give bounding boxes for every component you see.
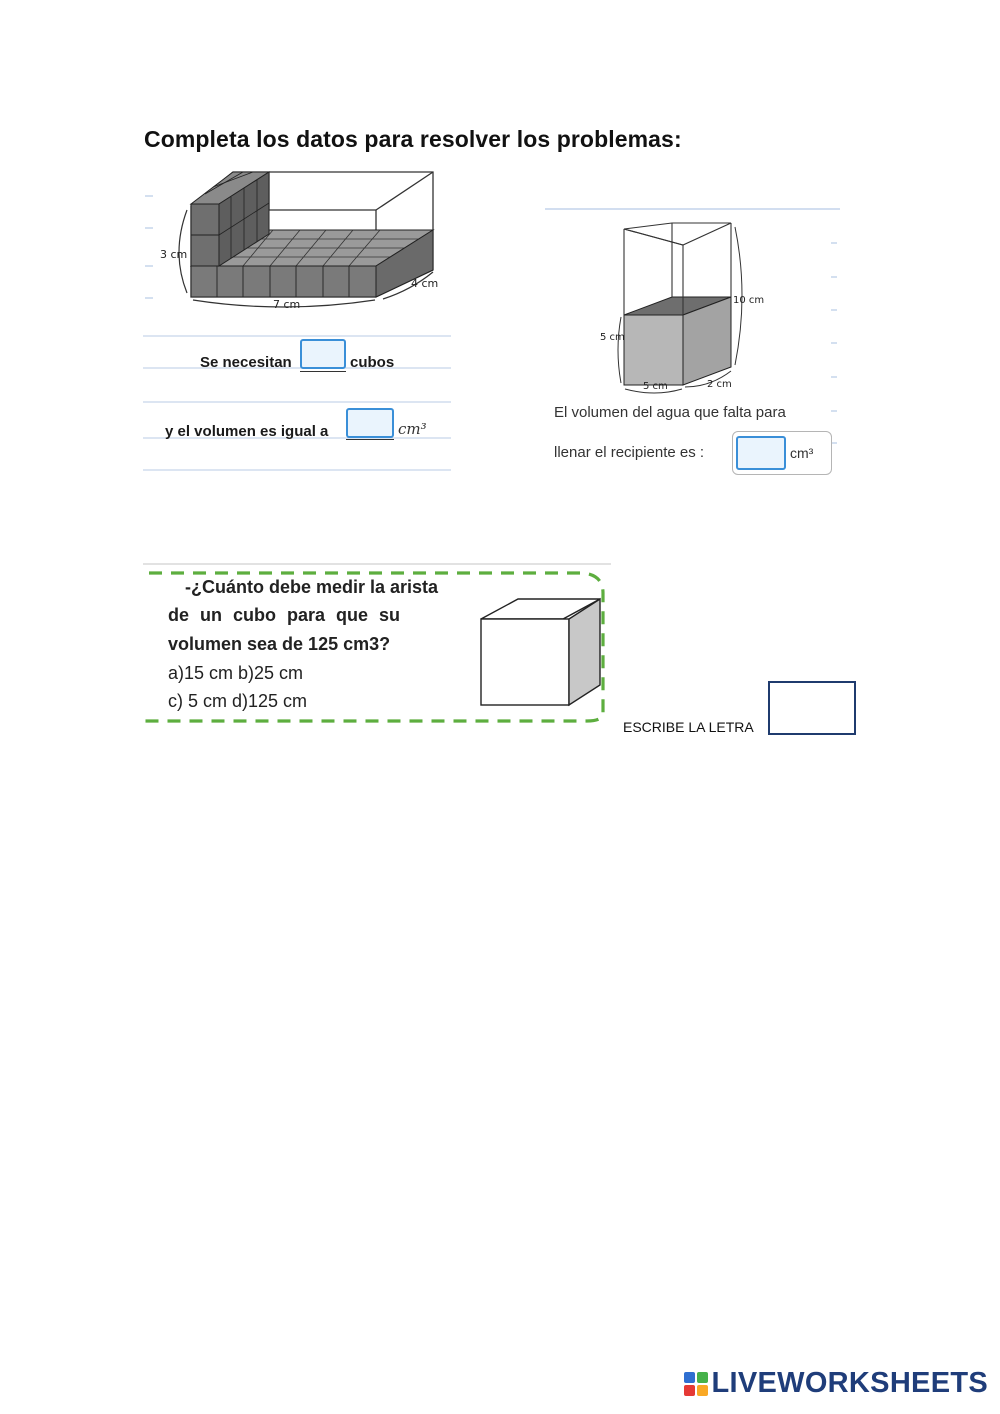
volumen-unit: cm³ [398, 420, 427, 438]
agua-line-1: El volumen del agua que falta para [554, 404, 786, 421]
question-line-2: de un cubo para que su [168, 605, 401, 625]
agua-line-2: llenar el recipiente es : [554, 444, 705, 461]
cubos-answer-box[interactable] [300, 339, 346, 369]
problem-3 [143, 563, 611, 731]
cubos-suffix: cubos [350, 354, 395, 371]
options-line-2: c) 5 cm d)125 cm [168, 691, 308, 711]
options-line-1: a)15 cm b)25 cm [168, 663, 304, 683]
problem-1 [143, 158, 451, 474]
dim-depth-label: 2 cm [707, 379, 732, 390]
dim-water-height-label: 5 cm [600, 332, 625, 343]
problem-2 [545, 205, 840, 475]
dim-width-label: 5 cm [643, 381, 668, 392]
volumen-answer-box[interactable] [346, 408, 394, 438]
page-title: Completa los datos para resolver los problemas: [144, 126, 682, 152]
brand-name: LIVEWORKSHEETS [711, 1367, 988, 1399]
dim-height-label: 3 cm [160, 248, 188, 261]
cubos-underline [300, 371, 346, 372]
liveworksheets-icon [684, 1372, 708, 1396]
liveworksheets-logo [684, 1367, 989, 1400]
letra-answer-box[interactable] [768, 681, 856, 735]
cubos-prefix: Se necesitan [200, 354, 292, 371]
question-line-3: volumen sea de 125 cm3? [168, 634, 391, 654]
agua-unit: cm³ [790, 445, 814, 461]
agua-answer-box[interactable] [736, 436, 786, 470]
escribe-letra-label: ESCRIBE LA LETRA [623, 719, 754, 735]
volumen-underline [346, 439, 394, 440]
question-line-1: -¿Cuánto debe medir la arista [185, 577, 439, 597]
volumen-prefix: y el volumen es igual a [165, 423, 329, 440]
dim-length-label: 7 cm [273, 298, 301, 311]
dim-depth-label: 4 cm [411, 277, 439, 290]
dim-total-height-label: 10 cm [733, 295, 765, 306]
